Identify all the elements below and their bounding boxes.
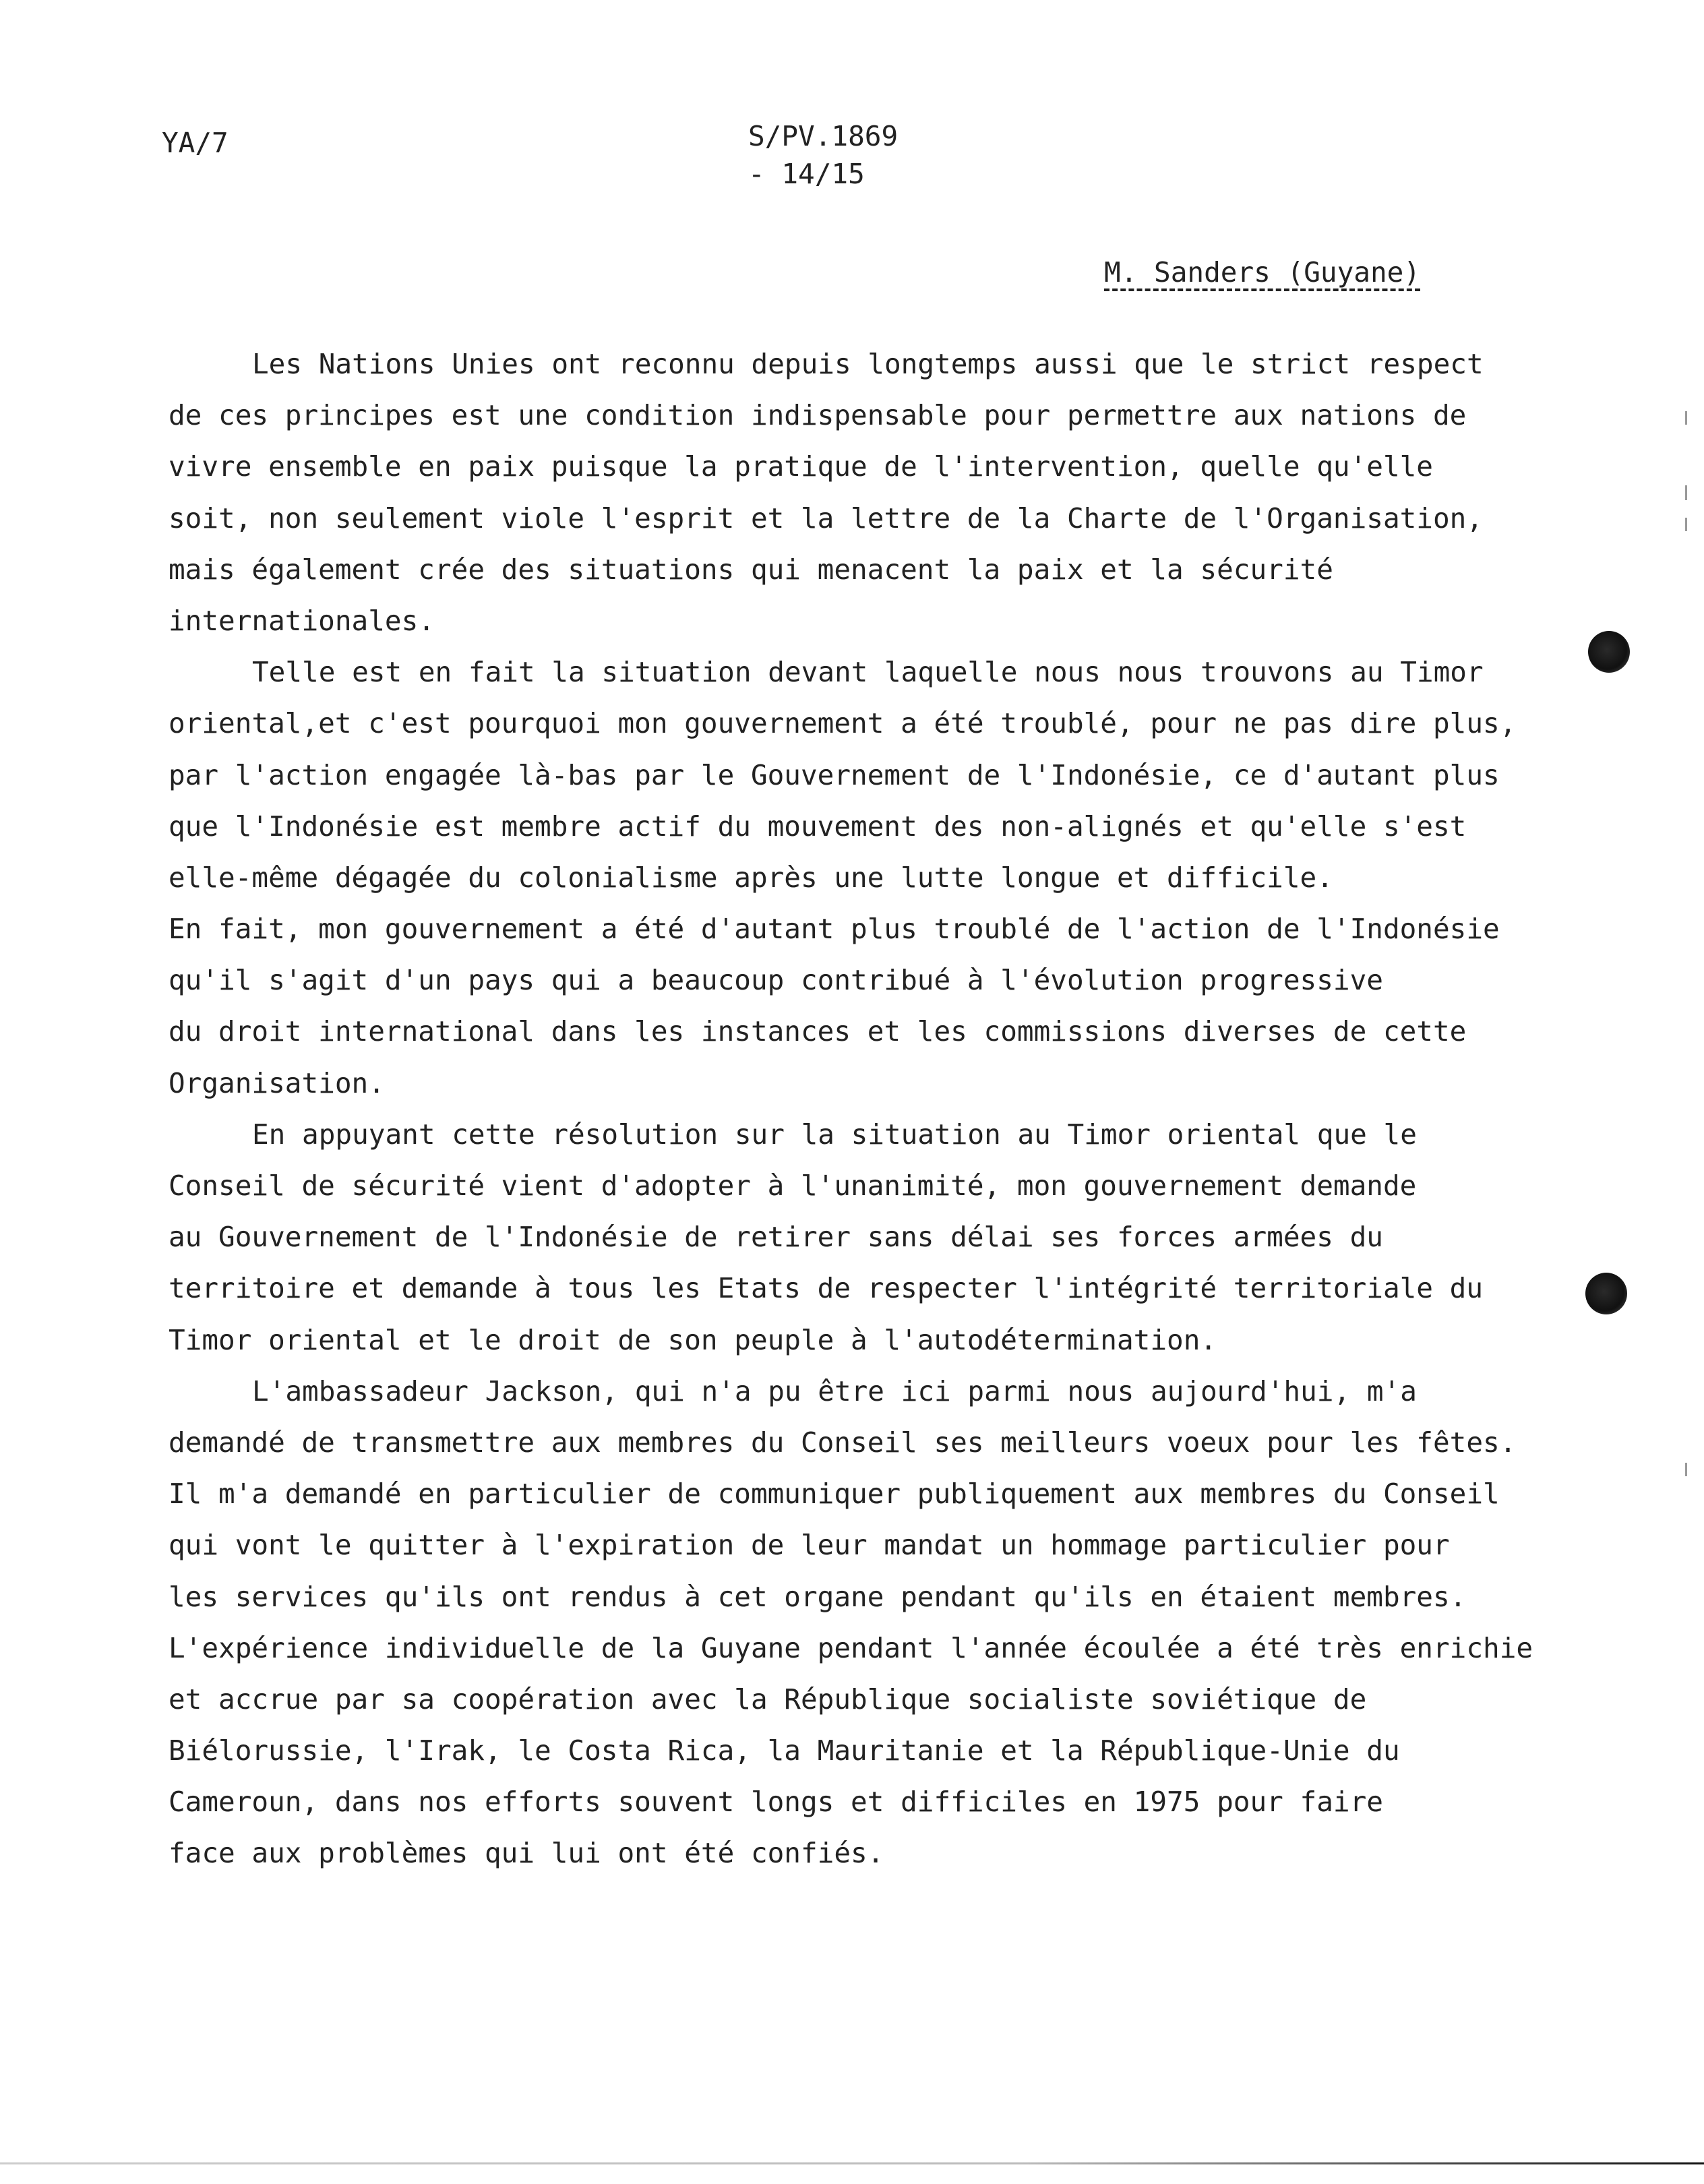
text-line: Biélorussie, l'Irak, le Costa Rica, la Mauritanie et la République-Unie du	[169, 1734, 1400, 1767]
text-line: Organisation.	[169, 1066, 385, 1099]
text-line: oriental,et c'est pourquoi mon gouvernement a été troublé, pour ne pas dire plus,	[169, 707, 1517, 740]
speaker-heading: M. Sanders (Guyane)	[1104, 256, 1420, 289]
document-symbol: S/PV.1869	[748, 120, 899, 152]
text-line: soit, non seulement viole l'esprit et la lettre de la Charte de l'Organisation,	[169, 502, 1484, 535]
scan-mark	[1685, 1463, 1687, 1476]
scan-mark	[1685, 518, 1687, 531]
text-line: par l'action engagée là-bas par le Gouvernement de l'Indonésie, ce d'autant plus	[169, 758, 1500, 791]
text-line: Timor oriental et le droit de son peuple à l'autodétermination.	[169, 1323, 1217, 1356]
text-line: Cameroun, dans nos efforts souvent longs et difficiles en 1975 pour faire	[169, 1786, 1383, 1819]
document-code: YA/7	[162, 127, 229, 159]
text-line: demandé de transmettre aux membres du Conseil ses meilleurs voeux pour les fêtes.	[169, 1426, 1517, 1459]
text-line: que l'Indonésie est membre actif du mouvement des non-alignés et qu'elle s'est	[169, 810, 1467, 843]
text-line: territoire et demande à tous les Etats de respecter l'intégrité territoriale du	[169, 1272, 1484, 1305]
text-line: les services qu'ils ont rendus à cet organe pendant qu'ils en étaient membres.	[169, 1580, 1467, 1613]
text-line: face aux problèmes qui lui ont été confiés.	[169, 1837, 884, 1870]
text-line: L'expérience individuelle de la Guyane pendant l'année écoulée a été très enrichie	[169, 1631, 1533, 1664]
text-line: Il m'a demandé en particulier de communiquer publiquement aux membres du Conseil	[169, 1478, 1500, 1511]
text-line: internationales.	[169, 604, 435, 637]
text-line: de ces principes est une condition indispensable pour permettre aux nations de	[169, 399, 1467, 432]
text-line: qui vont le quitter à l'expiration de leur mandat un hommage particulier pour	[169, 1529, 1450, 1562]
punch-hole	[1585, 1273, 1627, 1314]
text-line: En appuyant cette résolution sur la situation au Timor oriental que le	[252, 1118, 1417, 1151]
scan-mark	[1685, 411, 1687, 425]
scan-edge-line	[0, 2162, 1704, 2164]
text-line: qu'il s'agit d'un pays qui a beaucoup contribué à l'évolution progressive	[169, 964, 1383, 997]
text-line: elle-même dégagée du colonialisme après une lutte longue et difficile.	[169, 861, 1333, 894]
speech-body	[169, 338, 1557, 1879]
text-line: vivre ensemble en paix puisque la pratique de l'intervention, quelle qu'elle	[169, 450, 1433, 483]
text-line: Telle est en fait la situation devant laquelle nous nous trouvons au Timor	[252, 656, 1484, 689]
scan-mark	[1685, 485, 1687, 500]
text-line: mais également crée des situations qui menacent la paix et la sécurité	[169, 553, 1333, 586]
text-line: du droit international dans les instances et les commissions diverses de cette	[169, 1015, 1467, 1048]
text-line: En fait, mon gouvernement a été d'autant plus troublé de l'action de l'Indonésie	[169, 913, 1500, 946]
page-range: - 14/15	[748, 158, 865, 190]
text-line: et accrue par sa coopération avec la République socialiste soviétique de	[169, 1682, 1367, 1716]
punch-hole	[1588, 631, 1630, 673]
text-line: Les Nations Unies ont reconnu depuis longtemps aussi que le strict respect	[252, 348, 1484, 380]
text-line: L'ambassadeur Jackson, qui n'a pu être ici parmi nous aujourd'hui, m'a	[252, 1374, 1417, 1407]
text-line: Conseil de sécurité vient d'adopter à l'unanimité, mon gouvernement demande	[169, 1170, 1417, 1202]
text-line: au Gouvernement de l'Indonésie de retirer sans délai ses forces armées du	[169, 1221, 1383, 1254]
